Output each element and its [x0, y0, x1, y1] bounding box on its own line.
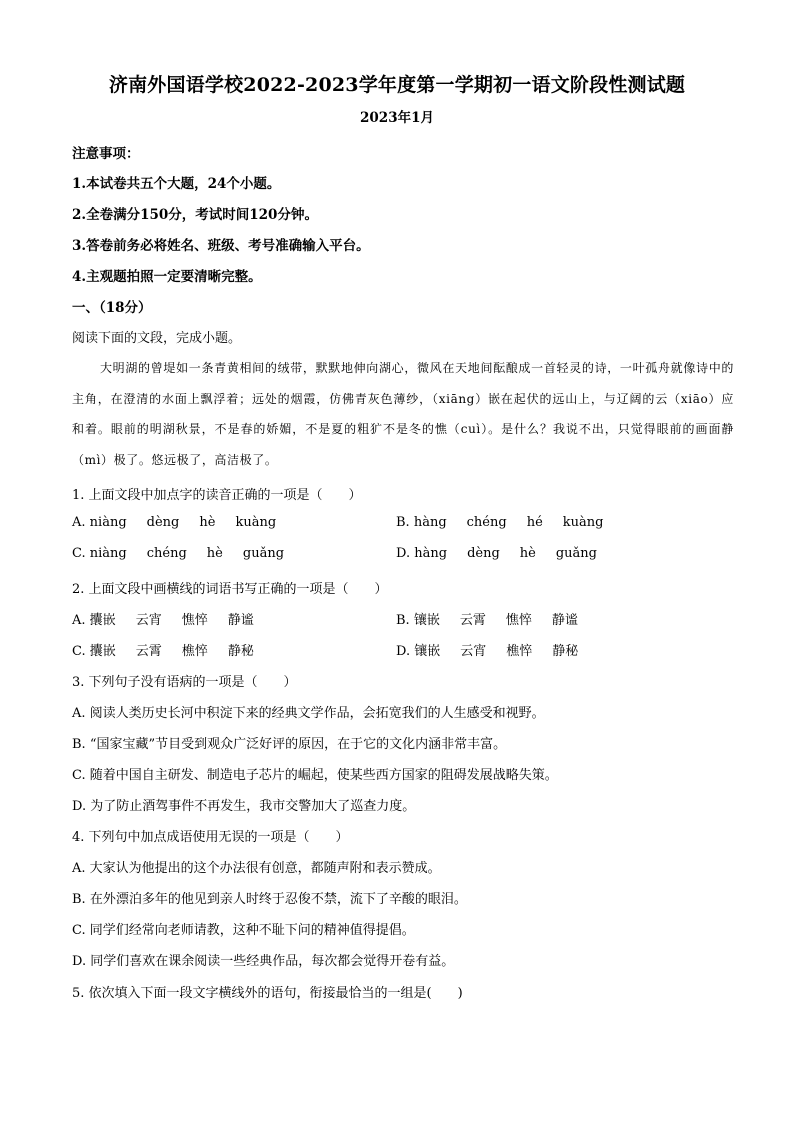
- section-instruction: 阅读下面的文段，完成小题。: [72, 331, 242, 346]
- option-c[interactable]: C. 同学们经常向老师请教，这种不耻下问的精神值得提倡。: [72, 923, 415, 938]
- option-a[interactable]: A. 大家认为他提出的这个办法很有创意，都随声附和表示赞成。: [72, 861, 441, 876]
- option-label: A.: [72, 613, 86, 628]
- notice-item: 1.本试卷共五个大题，24个小题。: [72, 176, 281, 192]
- option-d[interactable]: [396, 546, 617, 561]
- exam-date: 2023年1月: [360, 110, 434, 126]
- option-word: hàng: [413, 515, 447, 530]
- option-a[interactable]: [72, 609, 274, 628]
- option-word: dèng: [467, 546, 500, 561]
- section-heading: 一、（18分）: [72, 300, 152, 316]
- option-word: 静秘: [227, 644, 254, 659]
- question-stem: 1. 上面文段中加点字的读音正确的一项是（ ）: [72, 488, 362, 503]
- option-word: 静谧: [551, 613, 578, 628]
- option-c[interactable]: C. 随着中国自主研发、制造电子芯片的崛起，使某些西方国家的阻碍发展战略失策。: [72, 768, 558, 783]
- option-label: B.: [396, 515, 410, 530]
- option-word: chéng: [466, 515, 507, 530]
- option-word: hè: [519, 546, 536, 561]
- option-label: C.: [72, 546, 86, 561]
- option-c[interactable]: [72, 640, 274, 659]
- option-label: B.: [396, 613, 410, 628]
- option-word: niàng: [89, 546, 127, 561]
- option-word: 镶嵌: [413, 613, 440, 628]
- notice-item: 2.全卷满分150分，考试时间120分钟。: [72, 207, 318, 223]
- option-word: guǎng: [555, 546, 597, 561]
- question-stem: 4. 下列句中加点成语使用无误的一项是（ ）: [72, 830, 349, 845]
- reading-passage: 大明湖的曾堤如一条青黄相间的绒带，默默地伸向湖心，微风在天地间酝酿成一首轻灵的诗，一叶孤舟就像诗中的主角，在澄清的水面上飘浮着；远处的烟霞，仿佛青灰色薄纱，（xiāng）嵌在起伏的远山上，与辽阔的云（xiāo）应和着。眼前的明湖秋景，不是春的娇媚，不是夏的粗犷不是冬的憔（cuì）。是什么？我说不出，只觉得眼前的画面静（mì）极了。悠远极了，高洁极了。: [72, 361, 734, 467]
- option-label: D.: [396, 644, 411, 659]
- option-word: 镶嵌: [414, 644, 441, 659]
- option-d[interactable]: D. 为了防止酒驾事件不再发生，我市交警加大了巡查力度。: [72, 799, 416, 814]
- option-word: 云霄: [135, 644, 162, 659]
- notice-heading: 注意事项：: [72, 146, 140, 162]
- option-word: 憔悴: [181, 613, 208, 628]
- option-word: kuàng: [562, 515, 604, 530]
- option-a[interactable]: [72, 515, 296, 530]
- option-b[interactable]: B. 在外漂泊多年的他见到亲人时终于忍俊不禁，流下了辛酸的眼泪。: [72, 892, 467, 907]
- option-label: A.: [72, 515, 86, 530]
- option-word: hè: [199, 515, 216, 530]
- option-word: 樵悴: [506, 644, 533, 659]
- option-word: 云霄: [459, 613, 486, 628]
- option-word: 攮嵌: [89, 613, 116, 628]
- option-b[interactable]: B. “国家宝藏”节目受到观众广泛好评的原因，在于它的文化内涵非常丰富。: [72, 737, 507, 752]
- option-word: guǎng: [242, 546, 285, 561]
- option-word: 云宵: [460, 644, 487, 659]
- option-word: kuàng: [235, 515, 277, 530]
- option-b[interactable]: [396, 609, 598, 628]
- option-word: dèng: [146, 515, 180, 530]
- question-stem: 2. 上面文段中画横线的词语书写正确的一项是（ ）: [72, 582, 388, 597]
- option-d[interactable]: [396, 640, 598, 659]
- option-d[interactable]: D. 同学们喜欢在课余阅读一些经典作品，每次都会觉得开卷有益。: [72, 954, 455, 969]
- option-b[interactable]: [396, 515, 623, 530]
- option-word: 攮嵌: [89, 644, 116, 659]
- option-a[interactable]: A. 阅读人类历史长河中积淀下来的经典文学作品，会拓宽我们的人生感受和视野。: [72, 706, 545, 721]
- page-title: 济南外国语学校2022-2023学年度第一学期初一语文阶段性测试题: [108, 74, 686, 96]
- option-label: D.: [396, 546, 411, 561]
- option-word: niàng: [89, 515, 127, 530]
- option-word: 云宵: [135, 613, 162, 628]
- option-word: 樵悴: [181, 644, 208, 659]
- option-word: hé: [526, 515, 543, 530]
- option-c[interactable]: [72, 546, 304, 561]
- question-stem: 5. 依次填入下面一段文字横线外的语句，衔接最恰当的一组是( ): [72, 986, 463, 1001]
- notice-item: 4.主观题拍照一定要清晰完整。: [72, 269, 262, 285]
- option-word: chéng: [146, 546, 187, 561]
- option-word: 静谧: [227, 613, 254, 628]
- option-word: hàng: [414, 546, 448, 561]
- question-stem: 3. 下列句子没有语病的一项是（ ）: [72, 675, 297, 690]
- notice-item: 3.答卷前务必将姓名、班级、考号准确输入平台。: [72, 238, 370, 254]
- option-word: 憔悴: [505, 613, 532, 628]
- option-word: 静秘: [552, 644, 579, 659]
- option-label: C.: [72, 644, 86, 659]
- option-word: hè: [206, 546, 223, 561]
